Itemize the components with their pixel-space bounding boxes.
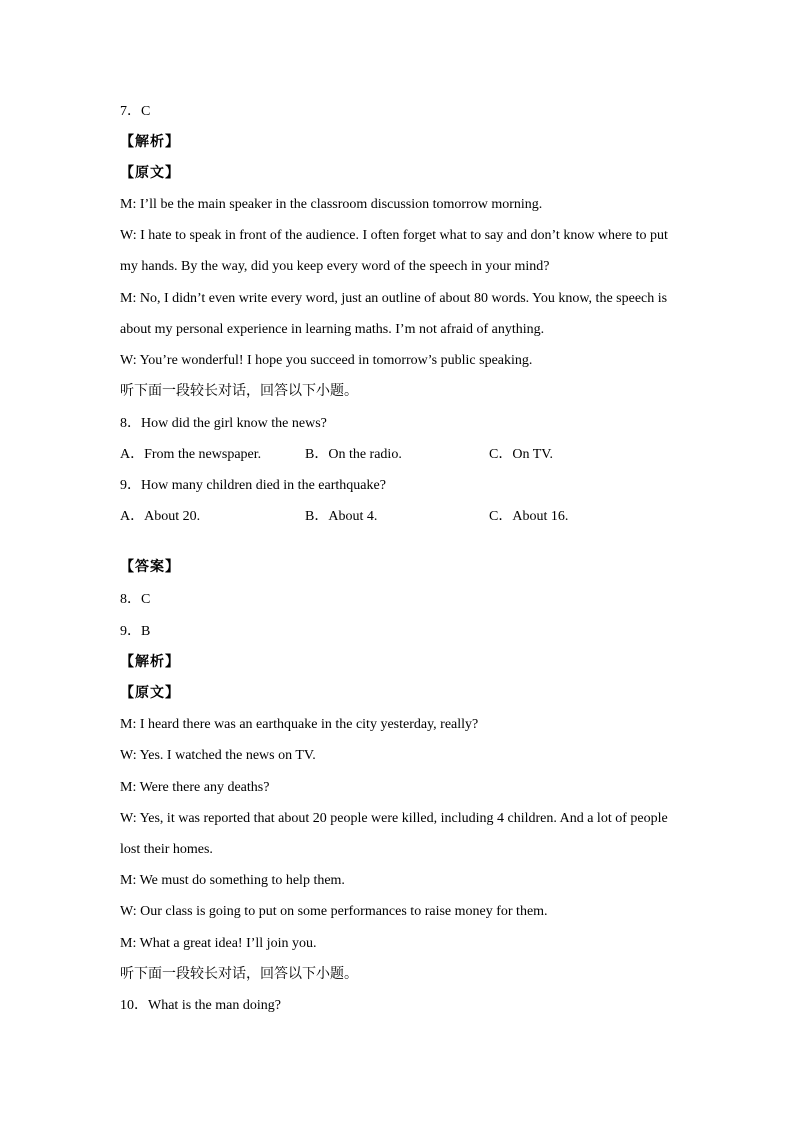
dialogue-line: W: You’re wonderful! I hope you succeed in tomorrow’s public speaking.: [120, 353, 533, 368]
analysis-heading: 【解析】: [120, 135, 180, 150]
dialogue-line: M: We must do something to help them.: [120, 873, 345, 888]
question-10: 10．What is the man doing?: [120, 998, 281, 1013]
answer-9: 9．B: [120, 624, 151, 639]
dialogue-line: about my personal experience in learning maths. I’m not afraid of anything.: [120, 322, 545, 337]
question-9: 9．How many children died in the earthquake?: [120, 478, 386, 493]
listening-instruction: 听下面一段较长对话，回答以下小题。: [120, 384, 358, 399]
dialogue-line: my hands. By the way, did you keep every word of the speech in your mind?: [120, 259, 550, 274]
q9-option-b: B．About 4.: [305, 509, 378, 524]
dialogue-line: M: I’ll be the main speaker in the classroom discussion tomorrow morning.: [120, 197, 543, 212]
answer-7: 7．C: [120, 104, 151, 119]
dialogue-line: M: Were there any deaths?: [120, 780, 270, 795]
dialogue-line: W: Our class is going to put on some performances to raise money for them.: [120, 904, 548, 919]
q8-option-a: A．From the newspaper.: [120, 447, 262, 462]
q9-option-c: C．About 16.: [489, 509, 569, 524]
answer-8: 8．C: [120, 592, 151, 607]
dialogue-line: W: I hate to speak in front of the audience. I often forget what to say and don’t know where to put: [120, 228, 668, 243]
dialogue-line: M: What a great idea! I’ll join you.: [120, 936, 317, 951]
dialogue-line: M: No, I didn’t even write every word, just an outline of about 80 words. You know, the speech is: [120, 291, 668, 306]
analysis-heading: 【解析】: [120, 655, 180, 670]
dialogue-line: W: Yes, it was reported that about 20 people were killed, including 4 children. And a lot of people: [120, 811, 668, 826]
q8-option-b: B．On the radio.: [305, 447, 402, 462]
dialogue-line: lost their homes.: [120, 842, 213, 857]
q9-option-a: A．About 20.: [120, 509, 201, 524]
dialogue-line: W: Yes. I watched the news on TV.: [120, 748, 316, 763]
source-heading: 【原文】: [120, 166, 180, 181]
question-8: 8．How did the girl know the news?: [120, 416, 327, 431]
answer-heading: 【答案】: [120, 560, 180, 575]
source-heading: 【原文】: [120, 686, 180, 701]
listening-instruction: 听下面一段较长对话，回答以下小题。: [120, 967, 358, 982]
dialogue-line: M: I heard there was an earthquake in the city yesterday, really?: [120, 717, 479, 732]
q8-option-c: C．On TV.: [489, 447, 554, 462]
